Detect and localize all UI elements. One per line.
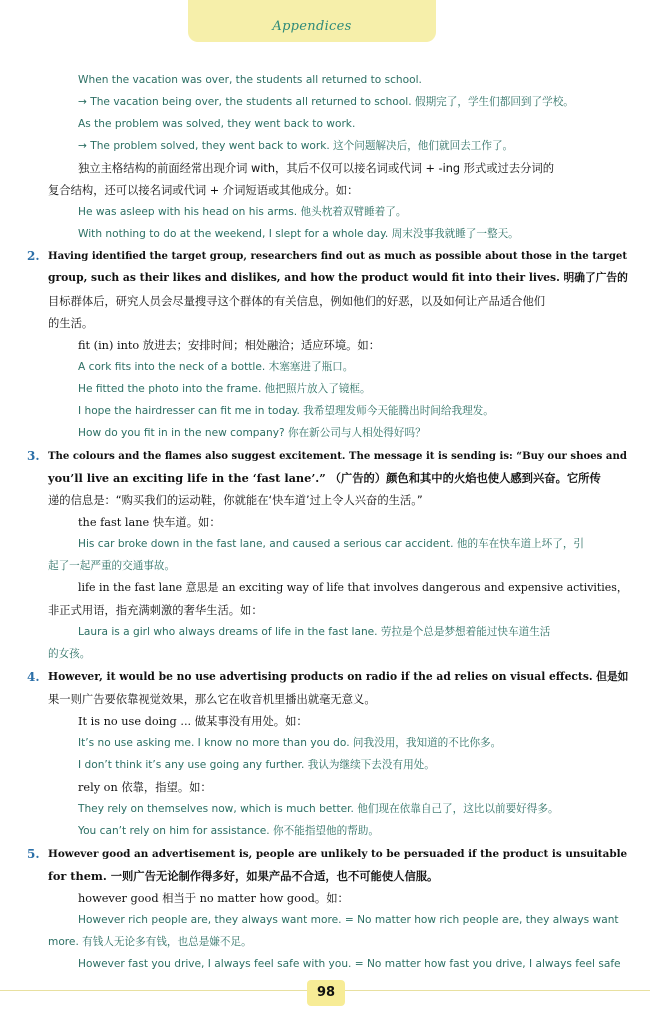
- item-number: 4.: [27, 670, 40, 684]
- text-line: you’ll live an exciting life in the ‘fast lane’.” （广告的）颜色和其中的火焰也使人感到兴奋。它所传: [48, 471, 601, 485]
- text-line: Laura is a girl who always dreams of life in the fast lane. 劳拉是个总是梦想着能过快车道生活: [78, 626, 551, 638]
- text-line: fit (in) into 放进去；安排时间；相处融洽；适应环境。如：: [78, 339, 381, 352]
- text-line: As the problem was solved, they went back to work.: [78, 118, 356, 130]
- text-line: 的生活。: [48, 317, 94, 330]
- text-line: 起了一起严重的交通事故。: [48, 560, 176, 572]
- text-line: 递的信息是：“购买我们的运动鞋，你就能在‘快车道’过上令人兴奋的生活。”: [48, 494, 423, 507]
- text-line: however good 相当于 no matter how good。如：: [78, 892, 349, 905]
- text-line: for them. 一则广告无论制作得多好，如果产品不合适，也不可能使人信服。: [48, 869, 439, 883]
- header-tab: [188, 0, 436, 42]
- text-line: It’s no use asking me. I know no more than you do. 问我没用，我知道的不比你多。: [78, 737, 502, 749]
- text-line: They rely on themselves now, which is much better. 他们现在依靠自己了，这比以前要好得多。: [78, 803, 559, 815]
- text-line: However rich people are, they always want more. = No matter how rich people are, they always want: [78, 914, 619, 926]
- text-line: However fast you drive, I always feel safe with you. = No matter how fast you drive, I always feel safe: [78, 958, 621, 970]
- text-line: He was asleep with his head on his arms. 他头枕着双臂睡着了。: [78, 206, 407, 218]
- text-line: 果一则广告要依靠视觉效果，那么它在收音机里播出就毫无意义。: [48, 693, 376, 706]
- text-line: The colours and the flames also suggest excitement. The message it is sending is: “Buy our shoes and: [48, 450, 627, 462]
- text-line: You can’t rely on him for assistance. 你不能指望他的帮助。: [78, 825, 379, 837]
- text-line: group, such as their likes and dislikes, and how the product would fit into their lives. 明确了广告的: [48, 271, 628, 284]
- text-line: 的女孩。: [48, 648, 91, 660]
- text-line: He fitted the photo into the frame. 他把照片放入了镜框。: [78, 383, 371, 395]
- text-line: more. 有钱人无论多有钱，也总是嫌不足。: [48, 936, 252, 948]
- text-line: His car broke down in the fast lane, and caused a serious car accident. 他的车在快车道上坏了，引: [78, 538, 585, 550]
- text-line: 独立主格结构的前面经常出现介词 with，其后不仅可以接名词或代词 + -ing 形式或过去分词的: [78, 162, 555, 175]
- text-line: → The vacation being over, the students all returned to school. 假期完了，学生们都回到了学校。: [78, 96, 574, 108]
- text-line: When the vacation was over, the students all returned to school.: [78, 74, 422, 86]
- page-number: 98: [307, 980, 345, 1006]
- text-line: 非正式用语，指充满刺激的奢华生活。如：: [48, 604, 263, 617]
- text-line: rely on 依靠，指望。如：: [78, 781, 212, 794]
- text-line: I don’t think it’s any use going any further. 我认为继续下去没有用处。: [78, 759, 435, 771]
- text-line: How do you fit in in the new company? 你在新公司与人相处得好吗？: [78, 427, 426, 439]
- text-line: A cork fits into the neck of a bottle. 木塞塞进了瓶口。: [78, 361, 354, 373]
- text-line: → The problem solved, they went back to work. 这个问题解决后，他们就回去工作了。: [78, 140, 514, 152]
- text-line: However, it would be no use advertising products on radio if the ad relies on visual effects. 但是如: [48, 670, 629, 683]
- item-number: 2.: [27, 249, 40, 263]
- text-line: However good an advertisement is, people are unlikely to be persuaded if the product is unsuitable: [48, 848, 628, 860]
- text-line: the fast lane 快车道。如：: [78, 516, 221, 529]
- text-line: 复合结构，还可以接名词或代词 + 介词短语或其他成分。如：: [48, 184, 359, 197]
- item-number: 3.: [27, 449, 40, 463]
- text-line: Having identified the target group, researchers find out as much as possible about those in the target: [48, 250, 628, 262]
- header-title: Appendices: [272, 19, 352, 34]
- text-line: I hope the hairdresser can fit me in today. 我希望理发师今天能腾出时间给我理发。: [78, 405, 494, 417]
- text-line: With nothing to do at the weekend, I slept for a whole day. 周末没事我就睡了一整天。: [78, 228, 519, 240]
- text-line: 目标群体后，研究人员会尽量搜寻这个群体的有关信息，例如他们的好恶，以及如何让产品适合他们: [48, 295, 546, 308]
- text-line: It is no use doing ... 做某事没有用处。如：: [78, 715, 308, 728]
- text-line: life in the fast lane 意思是 an exciting way of life that involves dangerous and expensive activities，: [78, 581, 628, 594]
- item-number: 5.: [27, 847, 40, 861]
